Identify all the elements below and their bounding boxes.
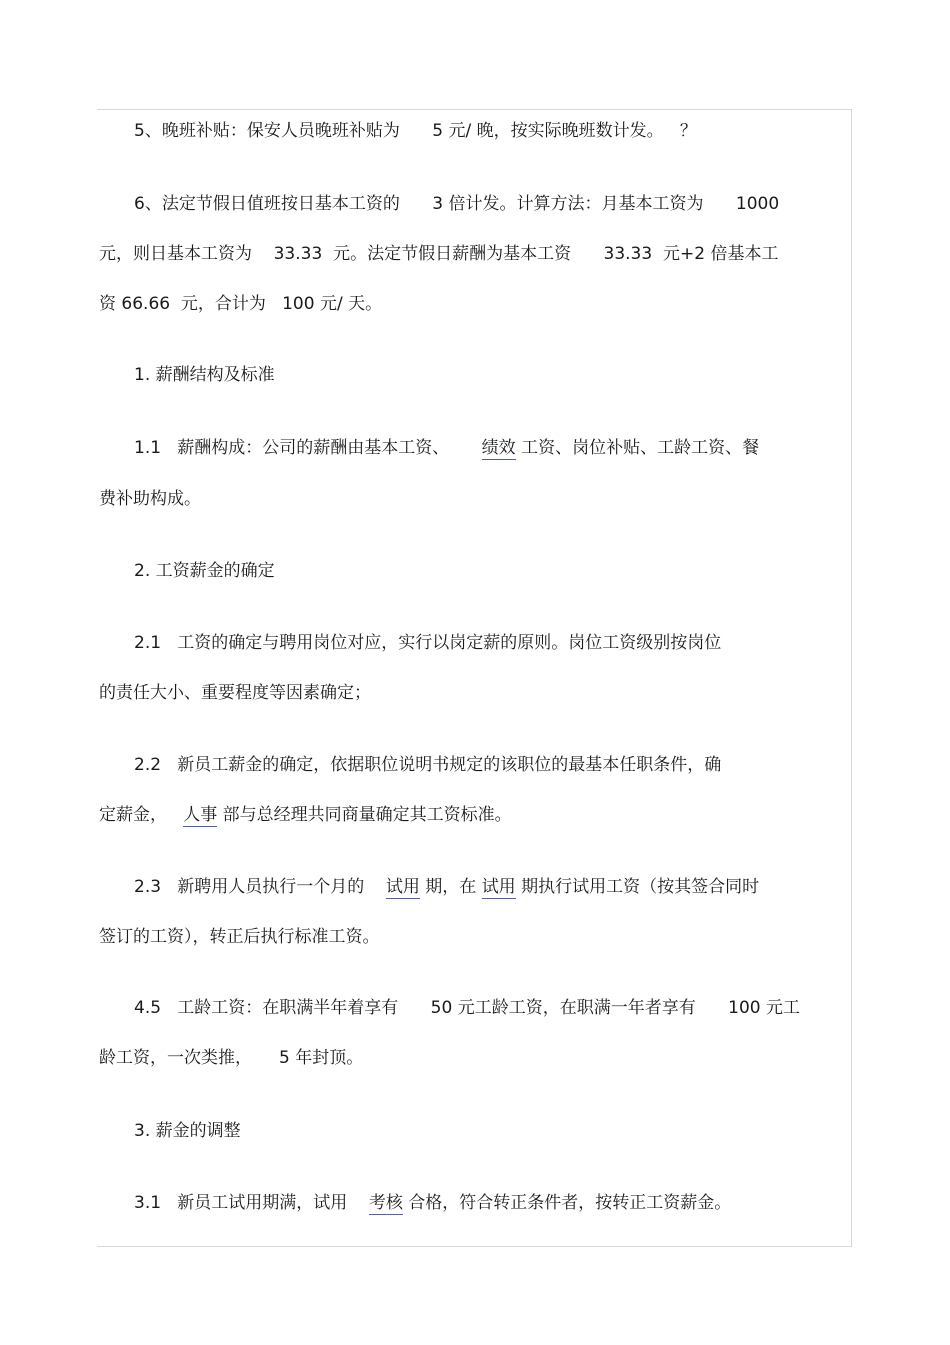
- text-segment: 3.1 新员工试用期满，试用: [134, 1193, 369, 1213]
- text-segment: 5 元/ 晚，按实际晚班数计发。 ？: [399, 121, 697, 141]
- text-line: [134, 437, 759, 459]
- text-line: [134, 632, 721, 654]
- text-line: [99, 488, 201, 510]
- text-line: [134, 997, 800, 1019]
- text-segment: 费补助构成。: [99, 489, 201, 509]
- underlined-term: 考核: [368, 1193, 403, 1213]
- text-line: [134, 560, 275, 582]
- text-line: [99, 682, 371, 704]
- text-segment: 1.1 薪酬构成：公司的薪酬由基本工资、: [134, 438, 482, 458]
- text-segment: 期，在: [419, 877, 482, 897]
- underlined-term: 试用: [481, 877, 516, 897]
- text-line: [134, 876, 759, 898]
- text-line: [134, 1120, 241, 1142]
- text-line: [134, 754, 721, 776]
- text-segment: 合格，符合转正条件者，按转正工资薪金。: [402, 1193, 732, 1213]
- text-segment: 5、晚班补贴：保安人员晚班补贴为: [134, 121, 400, 141]
- page-frame-right: [851, 109, 852, 1247]
- text-segment: 签订的工资），转正后执行标准工资。: [99, 927, 380, 947]
- text-segment: 3. 薪金的调整: [134, 1121, 241, 1141]
- text-segment: 部与总经理共同商量确定其工资标准。: [217, 805, 512, 825]
- text-segment: 4.5 工龄工资：在职满半年着享有 50 元工龄工资，在职满一年者享有 100 元工: [134, 998, 800, 1018]
- page-frame-top: [97, 109, 851, 110]
- text-segment: 2.3 新聘用人员执行一个月的: [134, 877, 386, 897]
- page-frame-bottom: [97, 1246, 851, 1247]
- text-line: [134, 120, 697, 142]
- text-segment: 6、法定节假日值班按日基本工资的 3 倍计发。计算方法：月基本工资为 1000: [134, 194, 780, 214]
- text-segment: 元，则日基本工资为 33.33 元。法定节假日薪酬为基本工资 33.33 元+2 倍基本工: [99, 244, 779, 264]
- text-line: [134, 1192, 731, 1214]
- underlined-term: 试用: [385, 877, 420, 897]
- text-segment: 定薪金，: [99, 805, 184, 825]
- text-segment: 2.2 新员工薪金的确定，依据职位说明书规定的该职位的最基本任职条件，确: [134, 755, 722, 775]
- text-segment: 龄工资，一次类推， 5 年封顶。: [99, 1048, 364, 1068]
- text-line: [134, 364, 275, 386]
- text-segment: 2.1 工资的确定与聘用岗位对应，实行以岗定薪的原则。岗位工资级别按岗位: [134, 633, 722, 653]
- text-line: [99, 243, 778, 265]
- text-segment: 工资、岗位补贴、工龄工资、餐: [515, 438, 760, 458]
- text-line: [99, 804, 512, 826]
- text-segment: 2. 工资薪金的确定: [134, 561, 275, 581]
- text-line: [99, 293, 382, 315]
- text-segment: 期执行试用工资（按其签合同时: [515, 877, 760, 897]
- text-line: [134, 193, 779, 215]
- underlined-term: 绩效: [481, 438, 516, 458]
- text-segment: 1. 薪酬结构及标准: [134, 365, 275, 385]
- text-segment: 的责任大小、重要程度等因素确定；: [99, 683, 371, 703]
- text-line: [99, 1047, 363, 1069]
- text-line: [99, 926, 380, 948]
- underlined-term: 人事: [183, 805, 218, 825]
- text-segment: 资 66.66 元，合计为 100 元/ 天。: [99, 294, 383, 314]
